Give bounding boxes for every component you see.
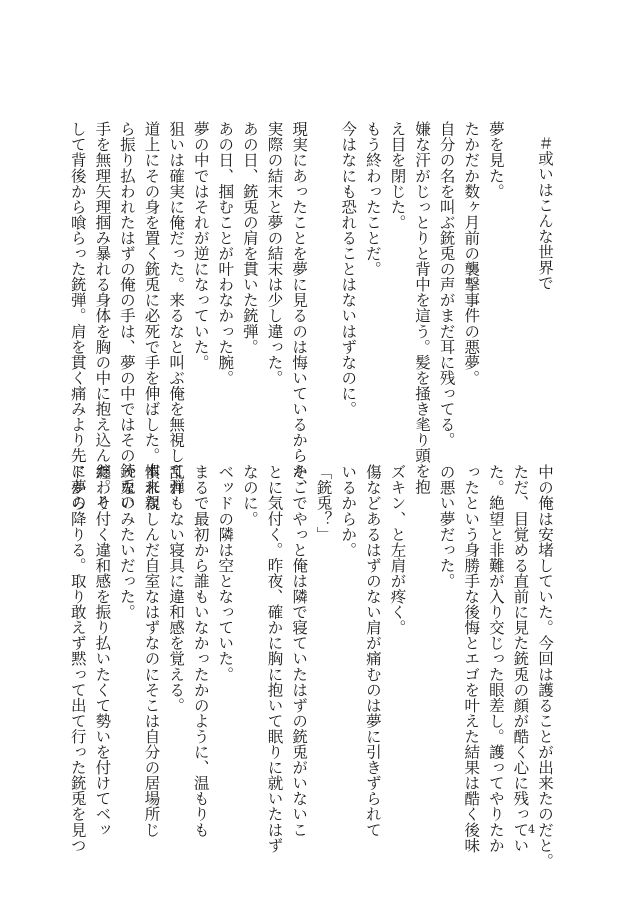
text-line: そこでやっと俺は隣で寝ていたはずの銃兎がいないこ [290, 464, 309, 838]
text-line: たかだか数ヶ月前の襲撃事件の悪夢。 [462, 121, 481, 386]
blank-line [311, 121, 336, 451]
text-line: ただ、目覚める直前に見た銃兎の顔が酷く心に残ってい [511, 464, 530, 853]
text-line: ゃないみたいだった。 [117, 464, 136, 620]
text-line: いるからか。 [339, 464, 358, 558]
section-title: ＃或いはこんな世界で [536, 135, 554, 291]
text-line: 道上にその身を置く銃兎に必死で手を伸ばした。本来な [142, 121, 161, 510]
text-line: 実際の結末と夢の結末は少し違った。 [265, 121, 284, 386]
blank-line [409, 464, 434, 794]
text-line: ったという身勝手な後悔とエゴを叶えた結果は酷く後味 [462, 464, 481, 853]
text-line: た。絶望と非難が入り交じった眼差し。護ってやりたか [486, 464, 505, 853]
text-line: 今はなにも恐れることはないはずなのに。 [339, 121, 358, 417]
text-line: 自分の名を叫ぶ銃兎の声がまだ耳に残ってる。 [437, 121, 456, 448]
text-line: 纏わり付く違和感を振り払いたくて勢いを付けてベッ [93, 464, 112, 838]
text-line: ズキン、と左肩が疼く。 [388, 464, 407, 636]
text-line: ら振り払われたはずの俺の手は、夢の中ではその銃兎の [117, 121, 136, 510]
text-line: あの日、掴むことが叶わなかった腕。 [216, 121, 235, 386]
text-line: ベッドの隣は空となっていた。 [216, 464, 235, 682]
blank-line [508, 121, 533, 451]
text-line: 現実にあったことを夢に見るのは悔いているからか、 [290, 121, 309, 495]
text-line: もう終わったことだ。 [363, 121, 382, 277]
text-line: ドから降りる。取り敢えず黙って出て行った銃兎を見つ [68, 464, 87, 853]
text-line: 夢を見た。 [486, 121, 505, 199]
text-block-bottom [65, 464, 557, 869]
text-line: え目を閉じた。 [388, 121, 407, 230]
text-line: 「銃兎？」 [314, 464, 333, 542]
text-line: 慣れ親しんだ自室なはずなのにそこは自分の居場所じ [142, 464, 161, 838]
text-line: とに気付く。昨夜、確かに胸に抱いて眠りに就いたはず [265, 464, 284, 853]
text-block-top [65, 121, 557, 510]
text-line: あの日、銃兎の肩を貫いた銃弾。 [240, 121, 259, 355]
text-line: 狙いは確実に俺だった。来るなと叫ぶ俺を無視して弾 [167, 121, 186, 495]
text-line: して背後から喰らった銃弾。肩を貫く痛みより先に夢の [68, 121, 87, 510]
text-line: 乱れもない寝具に違和感を覚える。 [167, 464, 186, 713]
text-line: 夢の中ではそれが逆になっていた。 [191, 121, 210, 370]
text-line: 手を無理矢理掴み暴れる身体を胸の中に抱え込んだ。そ [93, 121, 112, 510]
text-line: の悪い夢だった。 [437, 464, 456, 589]
text-line: 傷などあるはずのない肩が痛むのは夢に引きずられて [363, 464, 382, 838]
text-line: まるで最初から誰もいなかったかのように、温もりも [191, 464, 210, 838]
text-line: なのに。 [240, 464, 259, 527]
text-line: 中の俺は安堵していた。今回は護ることが出来たのだと。 [536, 464, 554, 869]
text-line: 嫌な汗がじっとりと背中を這う。髪を掻き毟り頭を抱 [413, 121, 432, 495]
page-number: 4 [528, 823, 535, 836]
